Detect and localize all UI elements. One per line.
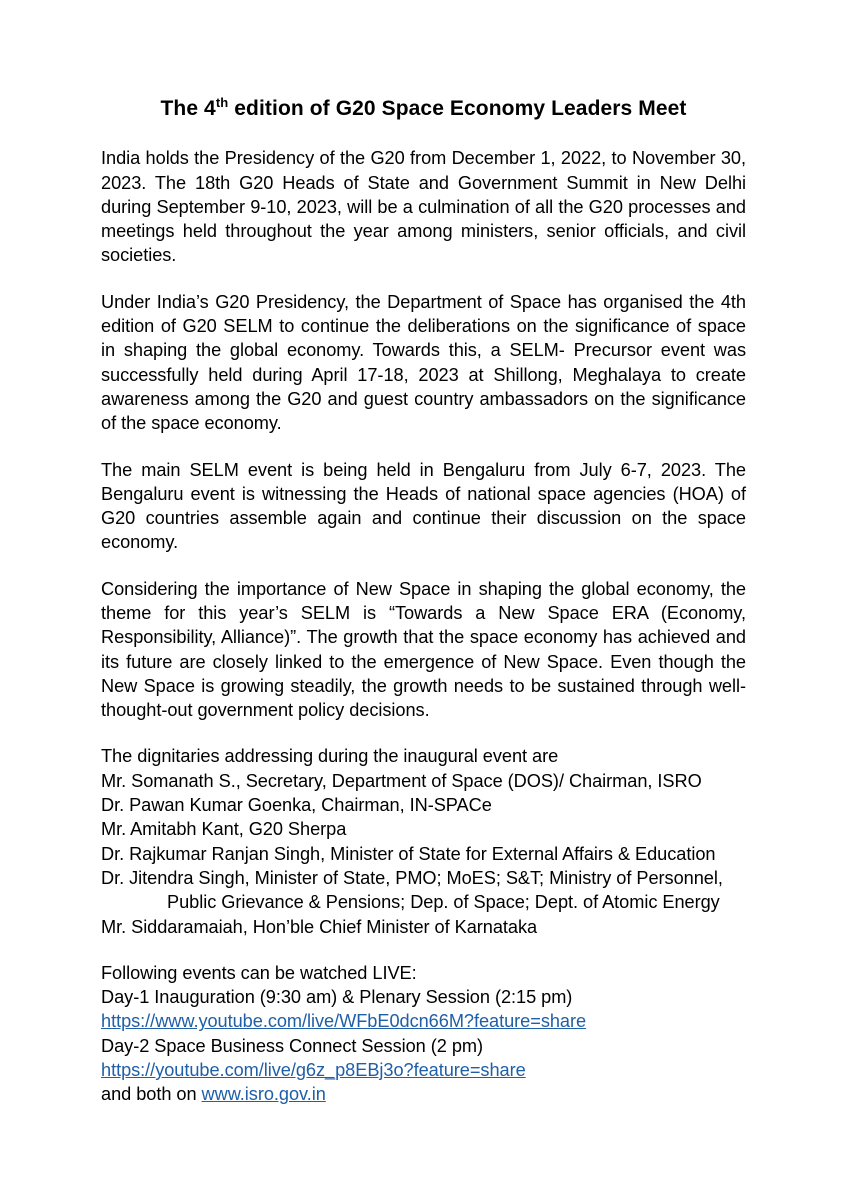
paragraph-presidency: India holds the Presidency of the G20 from December 1, 2022, to November 30, 2023. The 18th G20 Heads of State and Government Summit in New Delhi during September 9-10, 2023, will be a culmination of all the G20 processes and meetings held throughout the year among ministers, senior officials, and civil societies.	[101, 148, 746, 266]
dignitary-item: Dr. Rajkumar Ranjan Singh, Minister of State for External Affairs & Education	[101, 843, 716, 864]
day2-session-label: Day-2 Space Business Connect Session (2 pm)	[101, 1035, 483, 1056]
page-title	[101, 96, 746, 122]
day1-link-row	[101, 1009, 746, 1033]
paragraph-theme: Considering the importance of New Space in shaping the global economy, the theme for this year’s SELM is “Towards a New Space ERA (Economy, Responsibility, Alliance)”. The growth that the space economy has achieved and its future are closely linked to the emergence of New Space. Even though the New Space is growing steadily, the growth needs to be sustained through well-thought-out government policy decisions.	[101, 578, 746, 721]
footer-prefix-text: and both on	[101, 1084, 202, 1105]
footer-link-row	[101, 1082, 746, 1106]
dignitary-item: Mr. Siddaramaiah, Hon’ble Chief Minister of Karnataka	[101, 916, 538, 937]
dignitary-item: Mr. Amitabh Kant, G20 Sherpa	[101, 819, 347, 840]
isro-website-link[interactable]: www.isro.gov.in	[201, 1084, 326, 1105]
day1-session-label: Day-1 Inauguration (9:30 am) & Plenary Session (2:15 pm)	[101, 987, 573, 1008]
page-title-suffix: edition of G20 Space Economy Leaders Meet	[228, 97, 687, 120]
paragraph-selm-background: Under India’s G20 Presidency, the Department of Space has organised the 4th edition of G20 SELM to continue the deliberations on the significance of space in shaping the global economy. Towards this, a SELM- Precursor event was successfully held during April 17-18, 2023 at Shillong, Meghalaya to create awareness among the G20 and guest country ambassadors on the significance of the space economy.	[101, 291, 746, 434]
live-events-section	[101, 961, 746, 1107]
paragraph-main-event: The main SELM event is being held in Bengaluru from July 6-7, 2023. The Bengaluru event is witnessing the Heads of national space agencies (HOA) of G20 countries assemble again and continue their discussion on the space economy.	[101, 459, 746, 553]
page-title-ordinal-suffix: th	[215, 95, 229, 110]
day2-link-row	[101, 1058, 746, 1082]
dignitaries-heading: The dignitaries addressing during the inaugural event are	[101, 746, 559, 767]
live-events-heading: Following events can be watched LIVE:	[101, 962, 417, 983]
dignitary-item: Dr. Pawan Kumar Goenka, Chairman, IN-SPACe	[101, 795, 492, 816]
dignitary-item-continuation: Public Grievance & Pensions; Dep. of Space; Dept. of Atomic Energy	[167, 892, 720, 913]
dignitary-item: Dr. Jitendra Singh, Minister of State, PMO; MoES; S&T; Ministry of Personnel,	[101, 867, 723, 888]
day2-youtube-link[interactable]: https://youtube.com/live/g6z_p8EBj3o?feature=share	[101, 1060, 526, 1081]
dignitary-item: Mr. Somanath S., Secretary, Department of Space (DOS)/ Chairman, ISRO	[101, 770, 702, 791]
page-title-prefix: The 4	[160, 97, 216, 120]
dignitaries-section	[101, 744, 746, 938]
day1-youtube-link[interactable]: https://www.youtube.com/live/WFbE0dcn66M?feature=share	[101, 1011, 587, 1032]
